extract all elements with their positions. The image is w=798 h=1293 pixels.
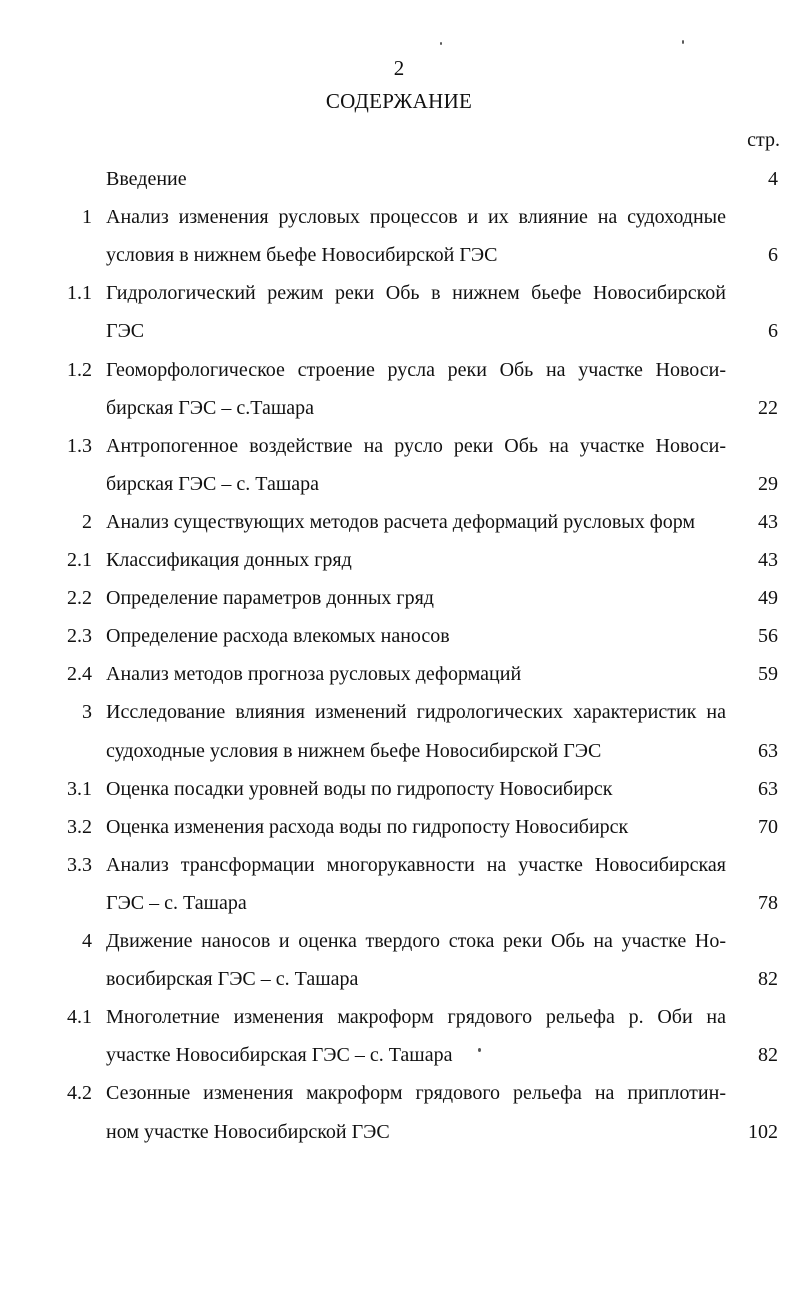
toc-entry-title-line: условия в нижнем бьефе Новосибирской ГЭС xyxy=(106,244,498,267)
toc-entry-page: 102 xyxy=(748,1120,778,1143)
toc-entry-title-line: Исследование влияния изменений гидрологических характеристик на xyxy=(106,701,726,724)
toc-entry-number: 4.1 xyxy=(67,1006,92,1029)
toc-entry-title-line: бирская ГЭС – с.Ташара xyxy=(106,396,314,419)
toc-entry-title-line: Многолетние изменения макроформ грядового рельефа р. Оби на xyxy=(106,1006,726,1029)
scan-speck xyxy=(440,42,442,45)
toc-entry-title-line: Анализ изменения русловых процессов и их влияние на судоходные xyxy=(106,206,726,229)
page-title: СОДЕРЖАНИЕ xyxy=(325,89,473,113)
toc-entry-page: 43 xyxy=(758,549,778,571)
toc-entry-title-line: Геоморфологическое строение русла реки Обь на участке Новоси- xyxy=(106,358,726,381)
toc-entry-title-line: Анализ трансформации многорукавности на участке Новосибирская xyxy=(106,853,726,876)
page-column-label: стр. xyxy=(747,129,780,151)
toc-entry-page: 78 xyxy=(758,891,778,914)
toc-entry-title-line: Оценка посадки уровней воды по гидропосту Новосибирск xyxy=(106,777,613,800)
toc-entry-title-line: Движение наносов и оценка твердого стока реки Обь на участке Но- xyxy=(106,930,726,952)
scan-speck xyxy=(682,40,684,44)
toc-entry-title-line: восибирская ГЭС – с. Ташара xyxy=(106,968,359,991)
toc-entry-title-line: Анализ существующих методов расчета деформаций русловых форм xyxy=(106,510,696,533)
toc-entry-title-line: Антропогенное воздействие на русло реки Обь на участке Новоси- xyxy=(106,434,726,457)
toc-entry-title-line: ном участке Новосибирской ГЭС xyxy=(106,1120,390,1143)
toc-entry-title-line: ГЭС xyxy=(106,320,145,343)
toc-entry-page: 82 xyxy=(758,968,778,991)
toc-entry-title-line: судоходные условия в нижнем бьефе Новосибирской ГЭС xyxy=(106,739,602,762)
toc-entry-title-line: ГЭС – с. Ташара xyxy=(106,891,247,914)
toc-entry-number: 3.3 xyxy=(67,853,92,876)
toc-entry-number: 3.2 xyxy=(67,815,92,838)
toc-entry-title-line: Оценка изменения расхода воды по гидропосту Новосибирск xyxy=(106,815,629,838)
toc-entry-number: 2 xyxy=(82,510,92,533)
toc-entry-title-line: Сезонные изменения макроформ грядового рельефа на приплотин- xyxy=(106,1082,726,1105)
toc-entry-number: 1.3 xyxy=(67,434,92,457)
toc-entry-title-line: бирская ГЭС – с. Ташара xyxy=(106,472,319,495)
toc-entry-number: 3 xyxy=(82,701,92,724)
toc-entry-number: 2.3 xyxy=(67,625,92,648)
toc-entry-title-line: Определение расхода влекомых наносов xyxy=(106,625,450,648)
toc-entry-page: 43 xyxy=(758,510,778,533)
toc-entry-page: 22 xyxy=(758,396,778,419)
toc-entry-number: 1 xyxy=(82,206,92,229)
page-number: 2 xyxy=(393,56,405,80)
toc-entry-title-line: Анализ методов прогноза русловых деформаций xyxy=(106,663,522,686)
toc-entry-page: 63 xyxy=(758,777,778,800)
toc-entry-number: 2.4 xyxy=(67,663,92,686)
toc-entry-number: 1.2 xyxy=(67,358,92,381)
toc-entry-number: 3.1 xyxy=(67,777,92,800)
toc-entry-number: 2.1 xyxy=(67,549,92,571)
toc-entry-page: 70 xyxy=(758,815,778,838)
toc-entry-number: 1.1 xyxy=(67,282,92,305)
toc-entry-number: 4.2 xyxy=(67,1082,92,1105)
toc-entry-page: 56 xyxy=(758,625,778,648)
toc-entry-page: 29 xyxy=(758,472,778,495)
scan-speck xyxy=(478,1048,481,1052)
toc-entry-page: 6 xyxy=(768,320,778,343)
toc-entry-title-line: Гидрологический режим реки Обь в нижнем бьефе Новосибирской xyxy=(106,282,726,305)
toc-entry-title-line: Определение параметров донных гряд xyxy=(106,587,434,610)
toc-entry-number: 2.2 xyxy=(67,587,92,610)
toc-entry-title-line: Введение xyxy=(106,168,187,190)
toc-entry-title-line: участке Новосибирская ГЭС – с. Ташара xyxy=(106,1044,453,1067)
toc-entry-number: 4 xyxy=(82,930,92,952)
toc-entry-page: 6 xyxy=(768,244,778,267)
toc-entry-page: 49 xyxy=(758,587,778,610)
toc-entry-page: 63 xyxy=(758,739,778,762)
toc-entry-page: 82 xyxy=(758,1044,778,1067)
toc-entry-title-line: Классификация донных гряд xyxy=(106,549,352,571)
toc-entry-page: 59 xyxy=(758,663,778,686)
toc-entry-page: 4 xyxy=(768,168,778,190)
